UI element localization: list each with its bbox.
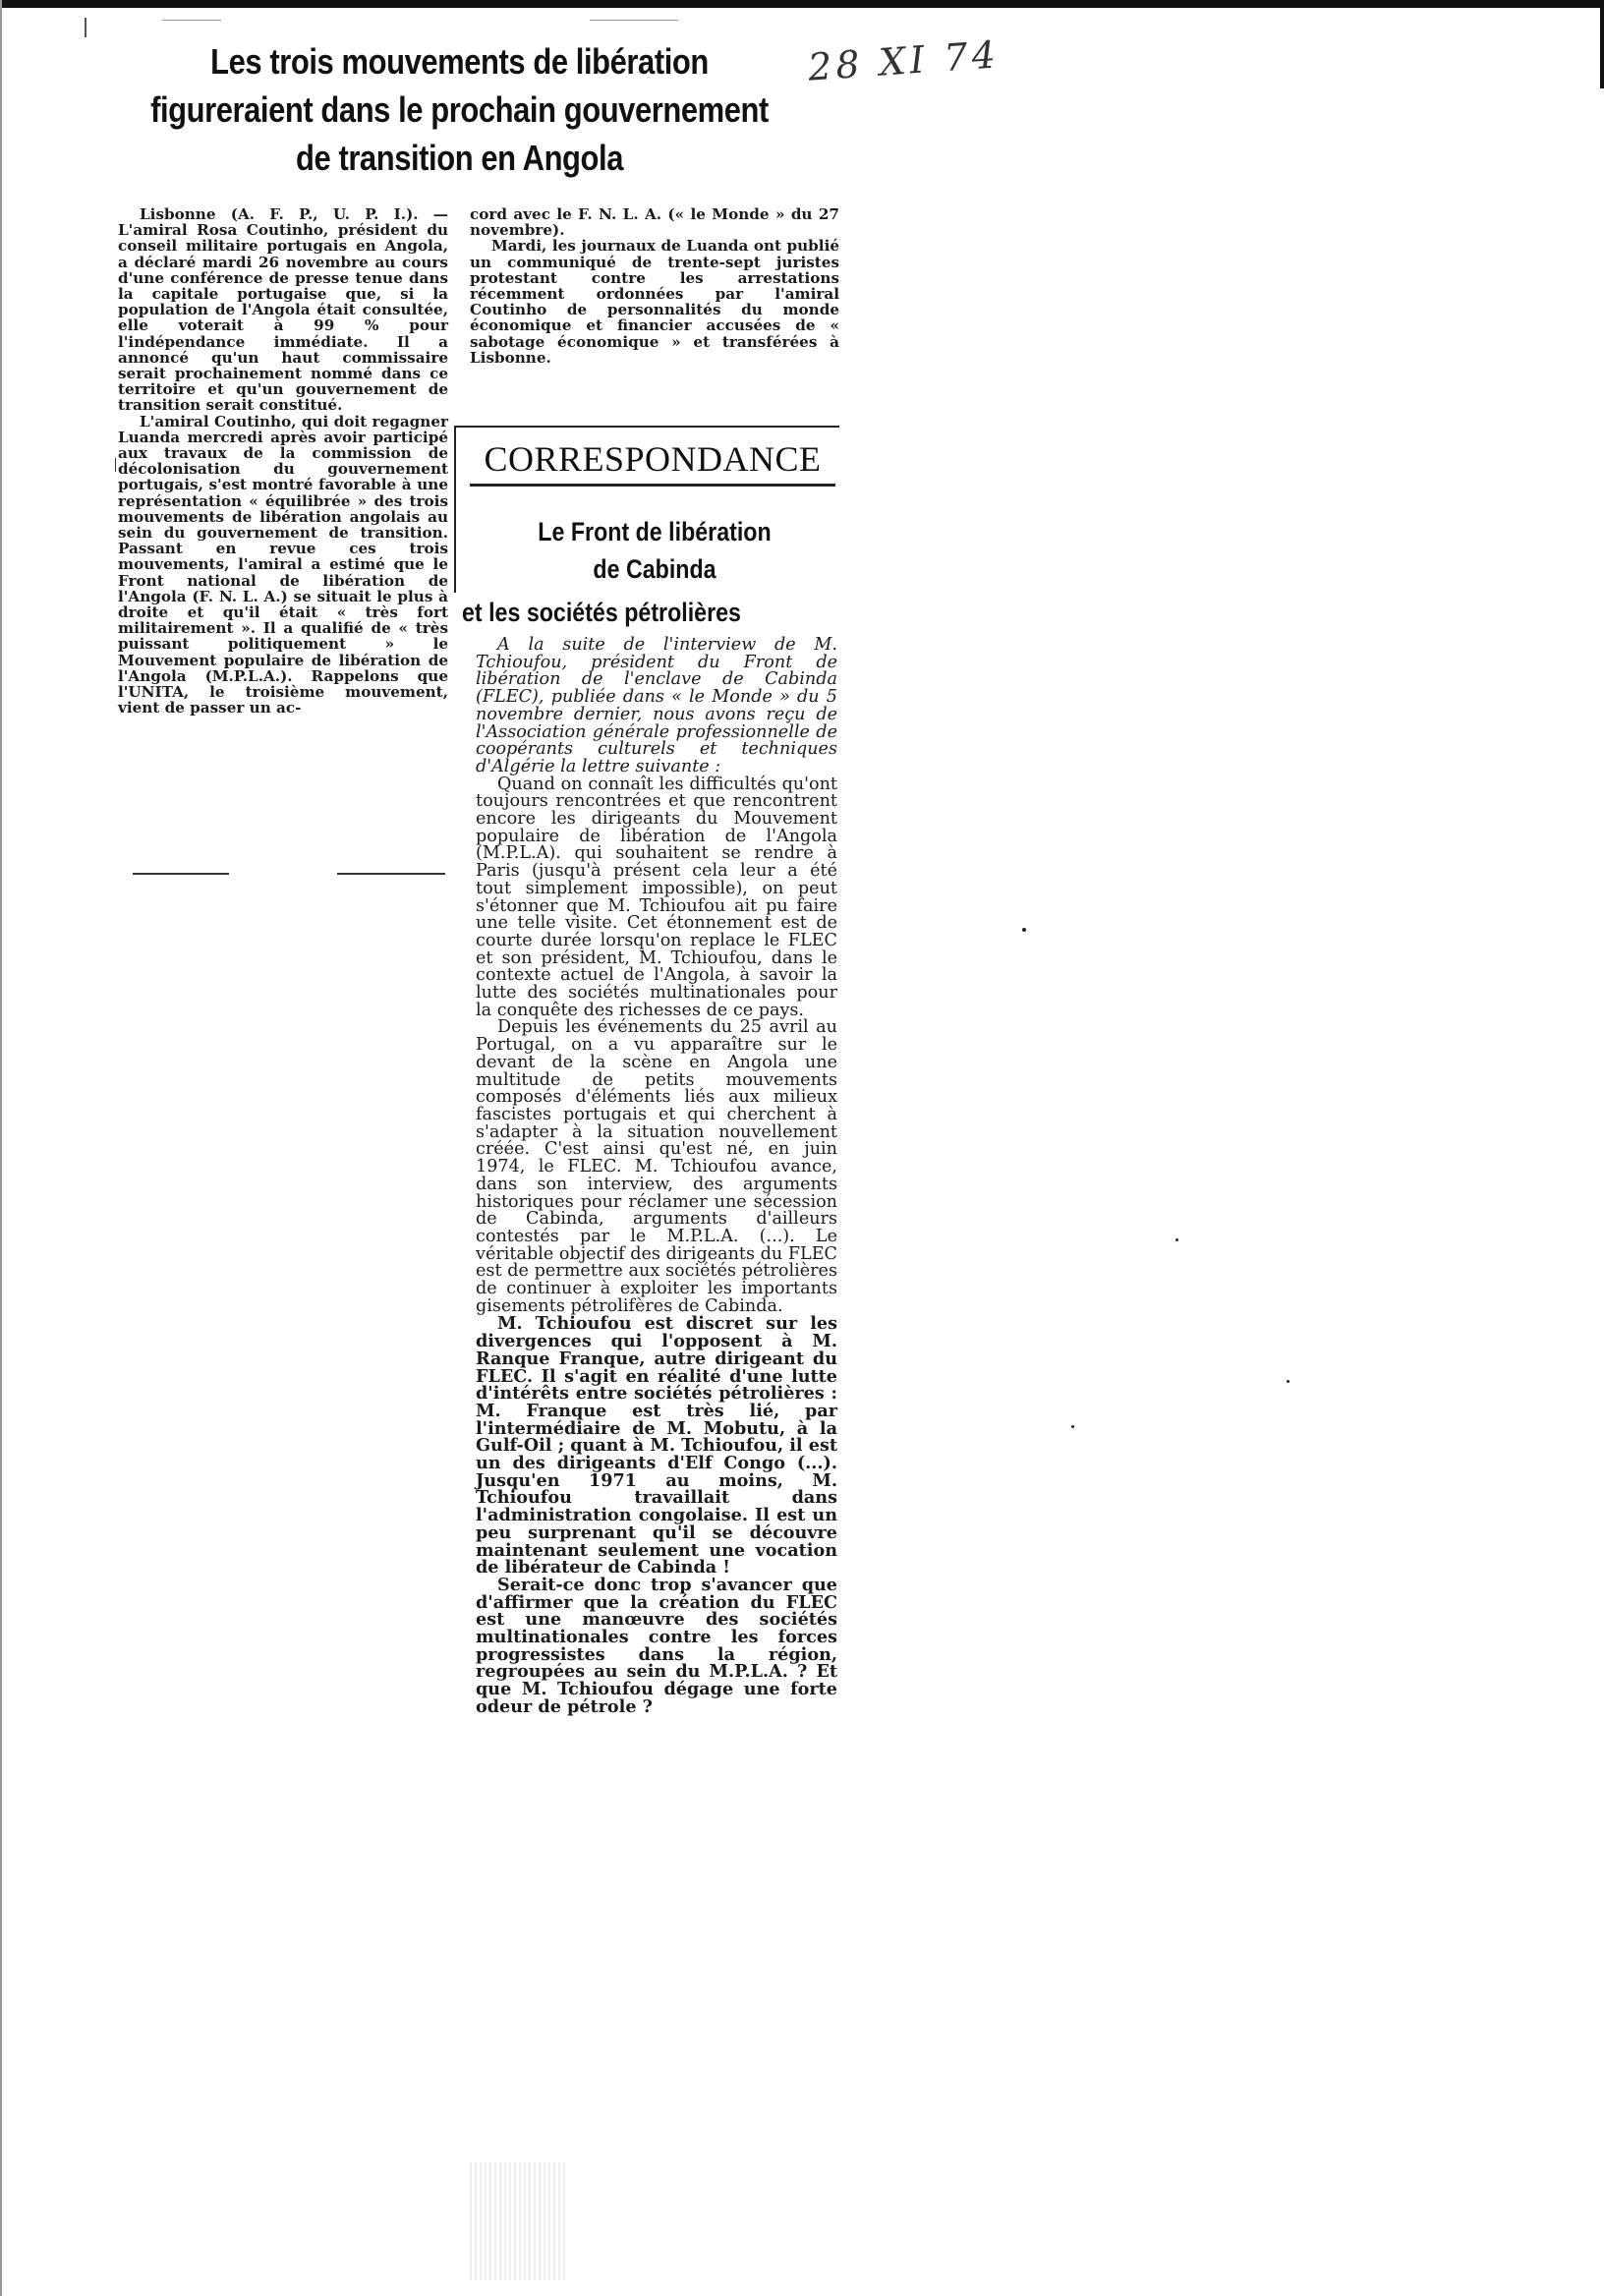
letter-heading — [495, 513, 813, 588]
headline-line: Les trois mouvements de libération — [210, 41, 709, 82]
section-title: CORRESPONDANCE — [470, 438, 835, 487]
scan-mark — [162, 20, 221, 21]
scan-speck — [1071, 1425, 1074, 1428]
headline-line: de transition en Angola — [295, 138, 623, 178]
letter-heading-line: Le Front de libération — [538, 517, 772, 546]
scan-speck — [1022, 928, 1026, 932]
scan-speck — [1287, 1380, 1289, 1383]
scan-smudge — [470, 2162, 568, 2280]
letter-paragraph: Quand on connaît les difficultés qu'ont toujours rencontrées et que rencontrent encore les dirigeants du Mouvement populaire de libération de l'Angola (M.P.L.A). qui souhaitent se rendre à Paris (jusqu'à présent cela leur a été tout simplement impossible), on peut s'étonner que M. Tchioufou ait pu faire une telle visite. Cet étonnement est de courte durée lorsqu'on replace le FLEC et son président, M. Tchioufou, dans le contexte actuel de l'Angola, à savoir la lutte des sociétés multinationales pour la conquête des richesses de ce pays. — [476, 774, 837, 1020]
headline-line: figureraient dans le prochain gouvernement — [150, 89, 769, 130]
scan-speck — [1175, 1238, 1178, 1241]
headline — [144, 37, 774, 182]
article-paragraph: cord avec le F. N. L. A. (« le Monde » du 27 novembre). — [470, 205, 839, 240]
scan-right-border — [1600, 0, 1604, 88]
column-end-rule — [337, 873, 445, 875]
article-paragraph: L'amiral Coutinho, qui doit regagner Luanda mercredi après avoir participé aux travaux de la commission de décolonisation du gouvernement portugais, s'est montré favorable à une représentation « équilibrée » des trois mouvements de libération angolais au sein du gouvernement de transition. Passant en revue ces trois mouvements, l'amiral a estimé que le Front national de libération de l'Angola (F. N. L. A.) se situait le plus à droite et qu'il était « très fort militairement ». Il a qualifié de « très puissant politiquement » le Mouvement populaire de libération de l'Angola (M.P.L.A.). Rappelons que l'UNITA, le troisième mouvement, vient de passer un ac- — [118, 412, 448, 718]
column-end-rule — [133, 873, 229, 875]
column-rule — [115, 458, 116, 472]
scan-mark — [590, 20, 678, 21]
letter-heading-line: de Cabinda — [593, 554, 716, 584]
handwritten-date: 28 XI 74 — [806, 32, 1002, 89]
article-paragraph: Lisbonne (A. F. P., U. P. I.). — L'amiral Rosa Coutinho, président du conseil militaire portugais en Angola, a déclaré mardi 26 novembre au cours d'une conférence de presse tenue dans la capitale portugaise que, si la population de l'Angola était consultée, elle voterait à 99 % pour l'indépendance immédiate. Il a annoncé qu'un haut commissaire serait prochainement nommé dans ce territoire et qu'un gouvernement de transition serait constitué. — [118, 205, 448, 415]
section-box-left-rule — [454, 426, 456, 593]
letter-intro: A la suite de l'interview de M. Tchioufou, président du Front de libération de l'enclave de Cabinda (FLEC), publiée dans « le Monde » du 5 novembre dernier, nous avons reçu de l'Association générale professionnelle de coopérants culturels et techniques d'Algérie la lettre suivante : — [476, 635, 837, 776]
article-paragraph: Mardi, les journaux de Luanda ont publié un communiqué de trente-sept juristes protestant contre les arrestations récemment ordonnées par l'amiral Coutinho de personnalités du monde économique et financier accusées de « sabotage économique » et transférées à Lisbonne. — [470, 237, 839, 367]
section-box-top-rule — [454, 426, 839, 428]
scan-left-edge — [0, 0, 2, 2296]
scan-mark — [85, 18, 86, 37]
letter-paragraph: Serait-ce donc trop s'avancer que d'affirmer que la création du FLEC est une manœuvre des sociétés multinationales contre les forces progressistes dans la région, regroupées au sein du M.P.L.A. ? Et que M. Tchioufou dégage une forte odeur de pétrole ? — [476, 1574, 837, 1717]
letter-paragraph: Depuis les événements du 25 avril au Portugal, on a vu apparaître sur le devant de la scène en Angola une multitude de petits mouvements composés d'éléments liés aux milieux fascistes portugais et qui cherchent à s'adapter à la situation nouvellement créée. C'est ainsi qu'est né, en juin 1974, le FLEC. M. Tchioufou avance, dans son interview, des arguments historiques pour réclamer une sécession de Cabinda, arguments d'ailleurs contestés par le M.P.L.A. (...). Le véritable objectif des dirigeants du FLEC est de permettre aux sociétés pétrolières de continuer à exploiter les importants gisements pétrolifères de Cabinda. — [476, 1017, 838, 1316]
article-column-1 — [118, 206, 448, 717]
letter-paragraph: M. Tchioufou est discret sur les divergences qui l'opposent à M. Ranque Franque, autre dirigeant du FLEC. Il s'agit en réalité d'une lutte d'intérêts entre sociétés pétrolières : M. Franque est très lié, par l'intermédiaire de M. Mobutu, à la Gulf-Oil ; quant à M. Tchioufou, il est un des dirigeants d'Elf Congo (...). Jusqu'en 1971 au moins, M. Tchioufou travaillait dans l'administration congolaise. Il est un peu surprenant qu'il se découvre maintenant seulement une vocation de libérateur de Cabinda ! — [476, 1313, 837, 1578]
letter-column — [476, 637, 837, 1716]
article-column-2 — [470, 206, 839, 366]
scan-top-border — [0, 0, 1604, 8]
letter-heading-2: et les sociétés pétrolières — [462, 598, 741, 627]
